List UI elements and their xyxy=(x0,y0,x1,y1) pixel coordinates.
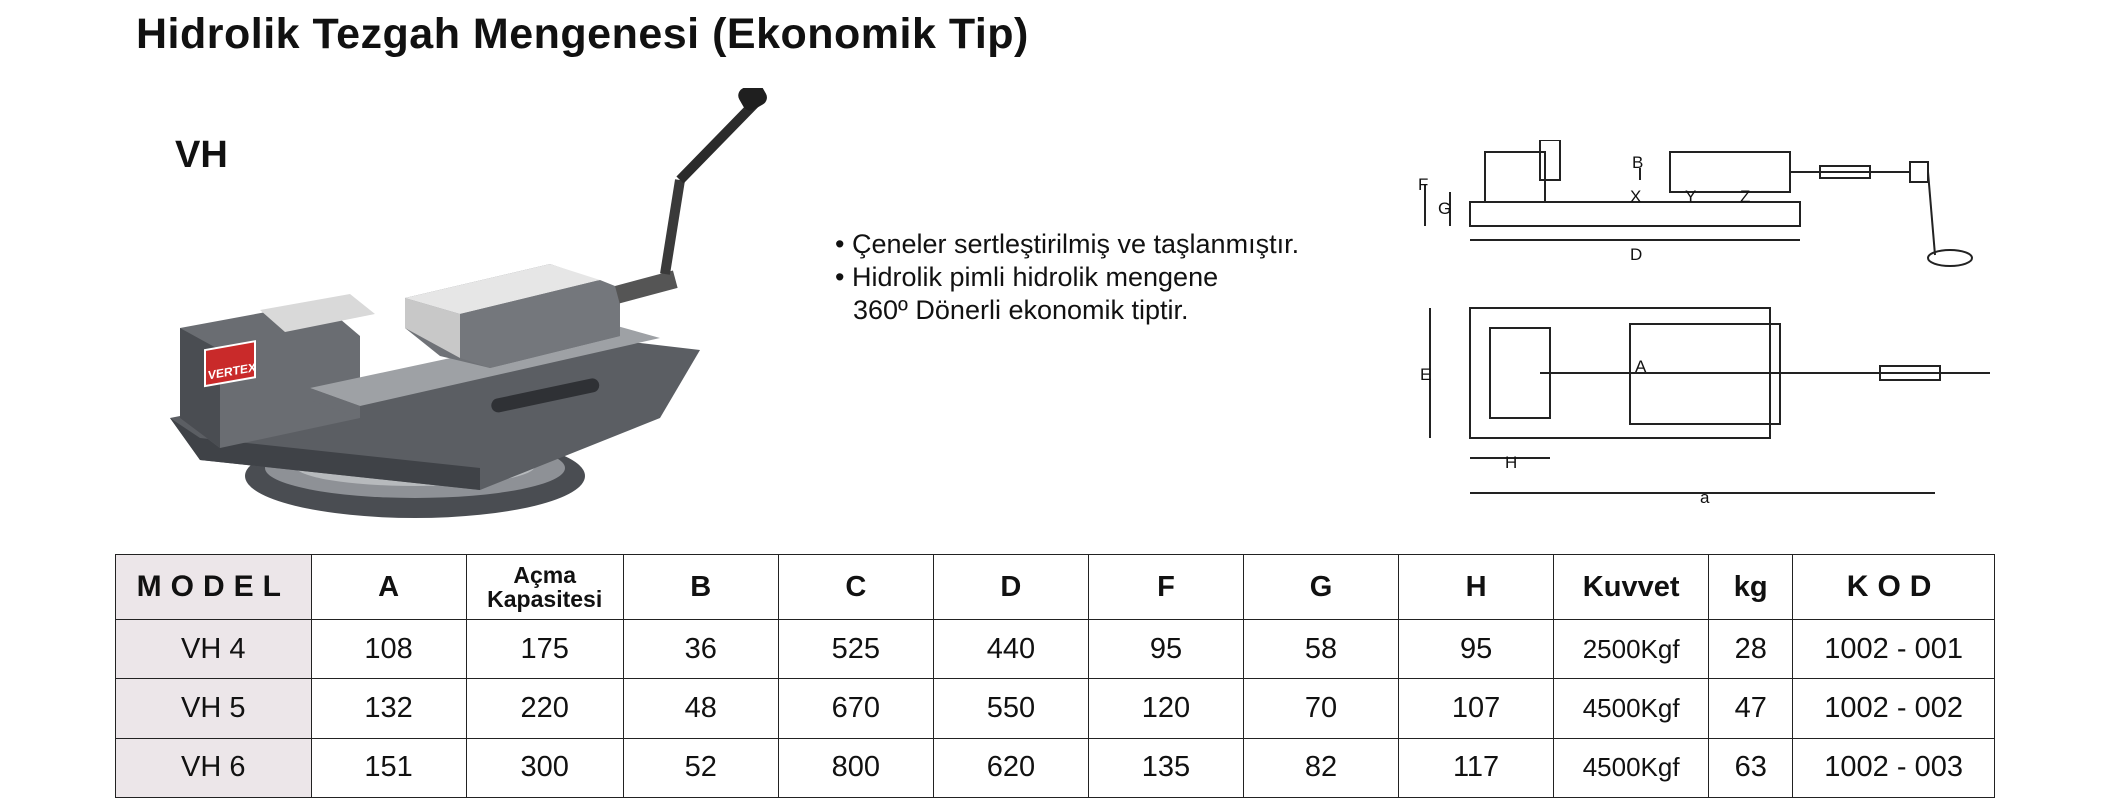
cell-c: 525 xyxy=(778,620,933,679)
cell-f: 120 xyxy=(1088,679,1243,738)
header-a: A xyxy=(311,555,466,620)
cell-kod: 1002 - 002 xyxy=(1793,679,1995,738)
cell-d: 620 xyxy=(933,738,1088,797)
dim-label-G: G xyxy=(1438,199,1452,218)
dim-label-a: a xyxy=(1700,488,1710,507)
cell-d: 550 xyxy=(933,679,1088,738)
cell-kuvvet: 4500Kgf xyxy=(1554,679,1709,738)
cell-b: 52 xyxy=(623,738,778,797)
dim-label-D: D xyxy=(1630,245,1643,264)
cell-c: 670 xyxy=(778,679,933,738)
header-acma-kapasitesi xyxy=(466,555,623,620)
dim-label-Z: Z xyxy=(1740,187,1751,206)
cell-a: 151 xyxy=(311,738,466,797)
header-g: G xyxy=(1243,555,1398,620)
cell-model: VH 6 xyxy=(116,738,312,797)
feature-list xyxy=(835,228,1299,327)
cell-kuvvet: 2500Kgf xyxy=(1554,620,1709,679)
cell-kg: 28 xyxy=(1709,620,1793,679)
cell-b: 36 xyxy=(623,620,778,679)
header-kod: KOD xyxy=(1793,555,1995,620)
header-model: MODEL xyxy=(116,555,312,620)
feature-item: • Hidrolik pimli hidrolik mengene xyxy=(835,262,1219,292)
cell-kuvvet: 4500Kgf xyxy=(1554,738,1709,797)
table-header-row xyxy=(116,555,1995,620)
feature-item: • Çeneler sertleştirilmiş ve taşlanmıştır. xyxy=(835,229,1300,259)
cell-acma: 175 xyxy=(466,620,623,679)
dim-label-H: H xyxy=(1505,453,1518,472)
cell-h: 117 xyxy=(1399,738,1554,797)
cell-acma: 220 xyxy=(466,679,623,738)
hydraulic-vise-photo xyxy=(160,88,770,528)
cell-model: VH 4 xyxy=(116,620,312,679)
cell-c: 800 xyxy=(778,738,933,797)
dim-label-B: B xyxy=(1632,153,1644,172)
table-row xyxy=(116,620,1995,679)
dim-label-Y: Y xyxy=(1685,187,1697,206)
cell-kod: 1002 - 001 xyxy=(1793,620,1995,679)
cell-f: 135 xyxy=(1088,738,1243,797)
header-b: B xyxy=(623,555,778,620)
cell-acma: 300 xyxy=(466,738,623,797)
spec-table xyxy=(115,554,1995,798)
header-kuvvet: Kuvvet xyxy=(1554,555,1709,620)
cell-h: 95 xyxy=(1399,620,1554,679)
vertex-logo: VERTEX xyxy=(208,360,256,383)
header-acma-line1: Açma xyxy=(513,562,577,588)
side-view-drawing xyxy=(1390,140,2010,270)
header-kg: kg xyxy=(1709,555,1793,620)
cell-g: 82 xyxy=(1243,738,1398,797)
cell-kg: 47 xyxy=(1709,679,1793,738)
cell-f: 95 xyxy=(1088,620,1243,679)
header-c: C xyxy=(778,555,933,620)
top-view-drawing xyxy=(1390,288,2010,508)
table-row xyxy=(116,738,1995,797)
feature-item: 360º Dönerli ekonomik tiptir. xyxy=(853,295,1189,325)
header-f: F xyxy=(1088,555,1243,620)
header-d: D xyxy=(933,555,1088,620)
model-tag: VH xyxy=(175,134,228,176)
cell-g: 70 xyxy=(1243,679,1398,738)
header-acma-line2: Kapasitesi xyxy=(487,586,603,612)
cell-kg: 63 xyxy=(1709,738,1793,797)
cell-h: 107 xyxy=(1399,679,1554,738)
cell-d: 440 xyxy=(933,620,1088,679)
dim-label-A: A xyxy=(1635,357,1647,376)
table-row xyxy=(116,679,1995,738)
dim-label-X: X xyxy=(1630,187,1642,206)
dim-label-F: F xyxy=(1418,175,1429,194)
header-h: H xyxy=(1399,555,1554,620)
cell-g: 58 xyxy=(1243,620,1398,679)
cell-a: 108 xyxy=(311,620,466,679)
dim-label-E: E xyxy=(1420,365,1432,384)
cell-a: 132 xyxy=(311,679,466,738)
page-title: Hidrolik Tezgah Mengenesi (Ekonomik Tip) xyxy=(136,10,1029,58)
cell-b: 48 xyxy=(623,679,778,738)
cell-kod: 1002 - 003 xyxy=(1793,738,1995,797)
cell-model: VH 5 xyxy=(116,679,312,738)
